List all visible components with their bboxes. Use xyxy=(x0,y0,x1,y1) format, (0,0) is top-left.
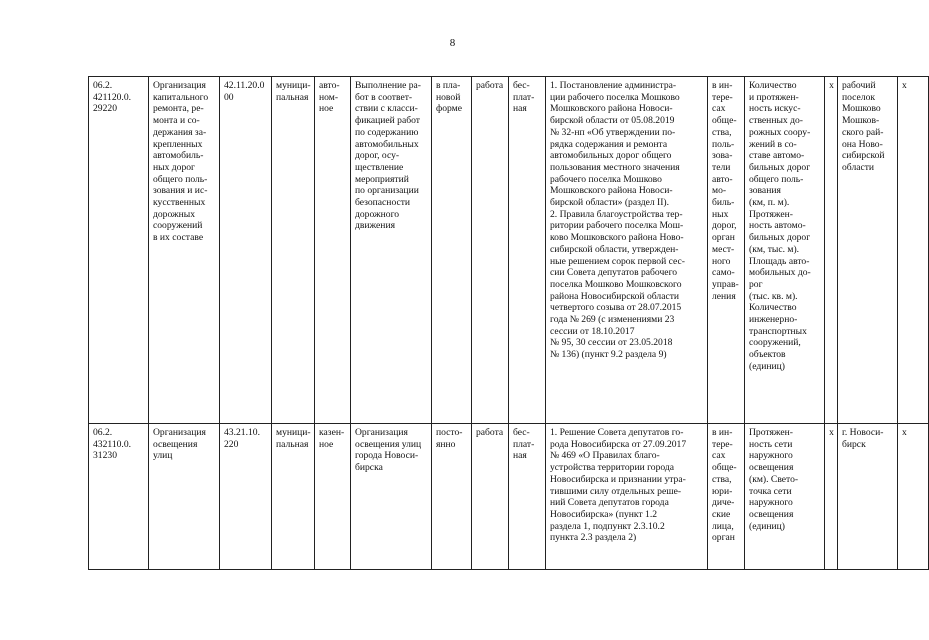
consumers-cell: в ин- тере- сах обще- ства, юри- диче- ские лица, орган xyxy=(708,424,745,570)
x-mark-cell: x xyxy=(898,77,929,424)
registry-table xyxy=(88,76,929,570)
x-mark-cell: x xyxy=(898,424,929,570)
legal-acts-cell: 1. Постановление администра- ции рабочего поселка Мошково Мошковского района Новоси- бирской области от 05.08.2019 № 32-нп «Об утверждении по- рядка содержания и ремонта автомобильных дорог общего пользования местного значения рабочего поселка Мошково Мошковского района Новоси- бирской области» (раздел II). 2. Правила благоустройства тер- ритории рабочего поселка Мош- ково Мошковского района Ново- сибирской области, утвержден- ные решением сорок первой сес- сии Совета депутатов рабочего поселка Мошково Мошковского района Новосибирской области четвертого созыва от 28.07.2015 года № 269 (с изменениями 23 сессии от 18.10.2017 № 95, 30 сессии от 23.05.2018 № 136) (пункт 9.2 раздела 9) xyxy=(546,77,708,424)
page-number: 8 xyxy=(449,37,456,49)
okved-code-cell: 42.11.20.0 00 xyxy=(220,77,272,424)
indicators-cell: Количество и протяжен- ность искус- ственных до- рожных соору- жений в со- ставе автомо- бильных дорог общего поль- зования (км, п. м). Протяжен- ность автомо- бильных дорог (км, тыс. м). Площадь авто- мобильных до- рог (тыс. кв. м). Количество инженерно- транспортных сооружений, объектов (единиц) xyxy=(745,77,825,424)
payment-cell: бес- плат- ная xyxy=(509,77,546,424)
table-row xyxy=(89,77,929,424)
service-code-cell: 06.2. 432110.0. 31230 xyxy=(89,424,149,570)
x-mark-cell: x xyxy=(825,424,838,570)
institution-type-cell: казен- ное xyxy=(315,424,351,570)
content-cell: Выполнение ра- бот в соответ- ствии с класси- фикацией работ по содержанию автомобильных дорог, осу- ществление мероприятий по организации безопасности дорожного движения xyxy=(351,77,432,424)
form-cell: посто- янно xyxy=(432,424,472,570)
indicators-cell: Протяжен- ность сети наружного освещения (км). Свето- точка сети наружного освещения (единиц) xyxy=(745,424,825,570)
x-mark-cell: x xyxy=(825,77,838,424)
service-name-cell: Организация капитального ремонта, ре- монта и со- держания за- крепленных автомобиль- ных дорог общего поль- зования и ис- кусственных дорожных сооружений в их составе xyxy=(149,77,220,424)
territory-cell: рабочий поселок Мошково Мошков- ского рай- она Ново- сибирской области xyxy=(838,77,898,424)
payment-cell: бес- плат- ная xyxy=(509,424,546,570)
service-name-cell: Организация освещения улиц xyxy=(149,424,220,570)
institution-type-cell: авто- ном- ное xyxy=(315,77,351,424)
territory-cell: г. Новоси- бирск xyxy=(838,424,898,570)
kind-cell: работа xyxy=(472,77,509,424)
table-row xyxy=(89,424,929,570)
content-cell: Организация освещения улиц города Новоси- бирска xyxy=(351,424,432,570)
okved-code-cell: 43.21.10. 220 xyxy=(220,424,272,570)
kind-cell: работа xyxy=(472,424,509,570)
level-cell: муници- пальная xyxy=(272,424,315,570)
service-code-cell: 06.2. 421120.0. 29220 xyxy=(89,77,149,424)
legal-acts-cell: 1. Решение Совета депутатов го- рода Новосибирска от 27.09.2017 № 469 «О Правилах благо- устройства территории города Новосибирска и признании утра- тившими силу отдельных реше- ний Совета депутатов города Новосибирска» (пункт 1.2 раздела 1, подпункт 2.3.10.2 пункта 2.3 раздела 2) xyxy=(546,424,708,570)
level-cell: муници- пальная xyxy=(272,77,315,424)
form-cell: в пла- новой форме xyxy=(432,77,472,424)
consumers-cell: в ин- тере- сах обще- ства, поль- зова- тели авто- мо- биль- ных дорог, орган мест- ного само- управ- ления xyxy=(708,77,745,424)
